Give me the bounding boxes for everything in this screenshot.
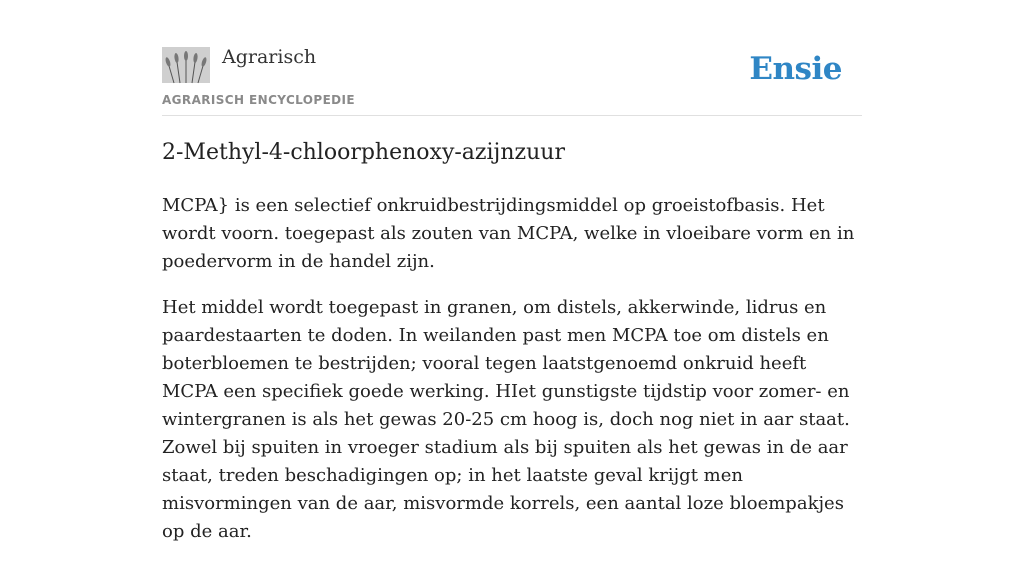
header [162, 45, 862, 116]
wheat-illustration-icon[interactable] [162, 47, 210, 83]
publication-subtitle: AGRARISCH ENCYCLOPEDIE [162, 93, 355, 107]
article-paragraph: Het middel wordt toegepast in granen, om distels, akkerwinde, lidrus en paardestaarten te doden. In weilanden past men MCPA toe om distels en boterbloemen te bestrijden; vooral tegen laatstgenoemd onkruid heeft MCPA een specifiek goede werking. HIet gunstigste tijdstip voor zomer- en wintergranen is als het gewas 20-25 cm hoog is, doch nog niet in aar staat. Zowel bij spuiten in vroeger stadium als bij spuiten als het gewas in de aar staat, treden beschadigingen op; in het laatste geval krijgt men misvormingen van de aar, misvormde korrels, een aantal loze bloempakjes op de aar. [162, 297, 850, 542]
article-body [162, 192, 862, 564]
publication-name[interactable]: Agrarisch [222, 46, 317, 68]
article-paragraph: MCPA} is een selectief onkruidbestrijdingsmiddel op groeistofbasis. Het wordt voorn. toegepast als zouten van MCPA, welke in vloeibare vorm en in poedervorm in de handel zijn. [162, 195, 855, 272]
article-title: 2-Methyl-4-chloorphenoxy-azijnzuur [162, 140, 565, 165]
brand-logo[interactable]: Ensie [749, 51, 842, 87]
